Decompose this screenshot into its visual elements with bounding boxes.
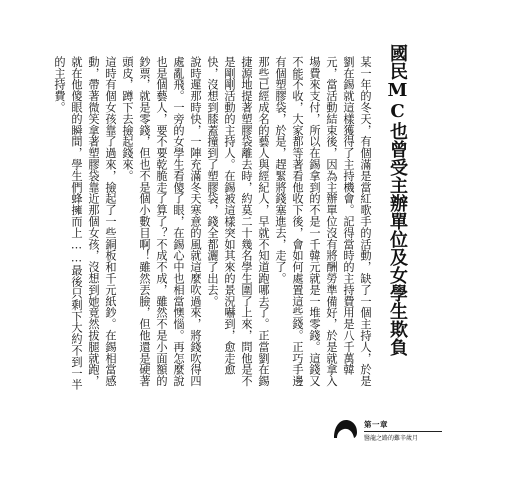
- chapter-label: 第一章: [364, 419, 388, 429]
- article-paragraph: 說時遲那時快，一陣充滿冬天寒意的風就這麼吹過來，將錢吹得四處亂飛。一旁的女學生看傻了眼，在錫心中也相當懊惱。再怎麼說也是個藝人，要不要乾脆走了算了？不成不成，雖然不是小面額的鈔票，就是零錢，但也不是個小數目啊！雖然丟臉，但他還是硬著頭皮，蹲下去撿起錢來。: [121, 56, 202, 387]
- article-paragraph: 那些已經成名的藝人與經紀人，早就不知道跑哪去了。正當劉在錫捷源地提著塑膠袋離去時，約莫二十幾名學生圍了上來，問他是不是剛剛活動的主持人。在錫被這樣突如其來的景況嚇到，愈走愈快，沒想到膝蓋撞到了塑膠袋，錢全都灑了出去。: [206, 56, 270, 387]
- chapter-title: 醫龍之路的難辛歲月: [364, 434, 419, 442]
- article-body: [53, 56, 374, 396]
- article-title: 國民MC也曾受主辦單位及女學生欺負: [387, 44, 408, 356]
- chapter-divider: [364, 431, 442, 432]
- chapter-footer: [332, 418, 442, 442]
- article-paragraph: 某一年的冬天，有個滿是當紅歌手的活動，缺了一個主持人，於是劉在錫就這樣獲得了主持機會。記得當時的主持費用是八千萬韓元，當活動結束後，因為主辦單位沒有將酬勞準備好，於是就拿入場費來支付，所以在錫拿到的不是一千韓元就是一堆零錢。這錢又不能不收，大家都等著看他收下後，會如何處置這些錢。正巧手邊有個塑膠袋，於是，趕緊將錢塞進去，走了。: [274, 56, 372, 387]
- hair-silhouette-icon: [332, 418, 358, 442]
- article-paragraph: 這時有個女孩靠了過來，撿起了一些銅板和千元紙鈔。在錫相當感動，帶著微笑拿著塑膠袋靠近那個女孩，沒想到她竟然拔腿就跑，就在他傻眼的瞬間，學生們蜂擁而上……最後只剩下大約不到一半的主持費。: [53, 56, 117, 391]
